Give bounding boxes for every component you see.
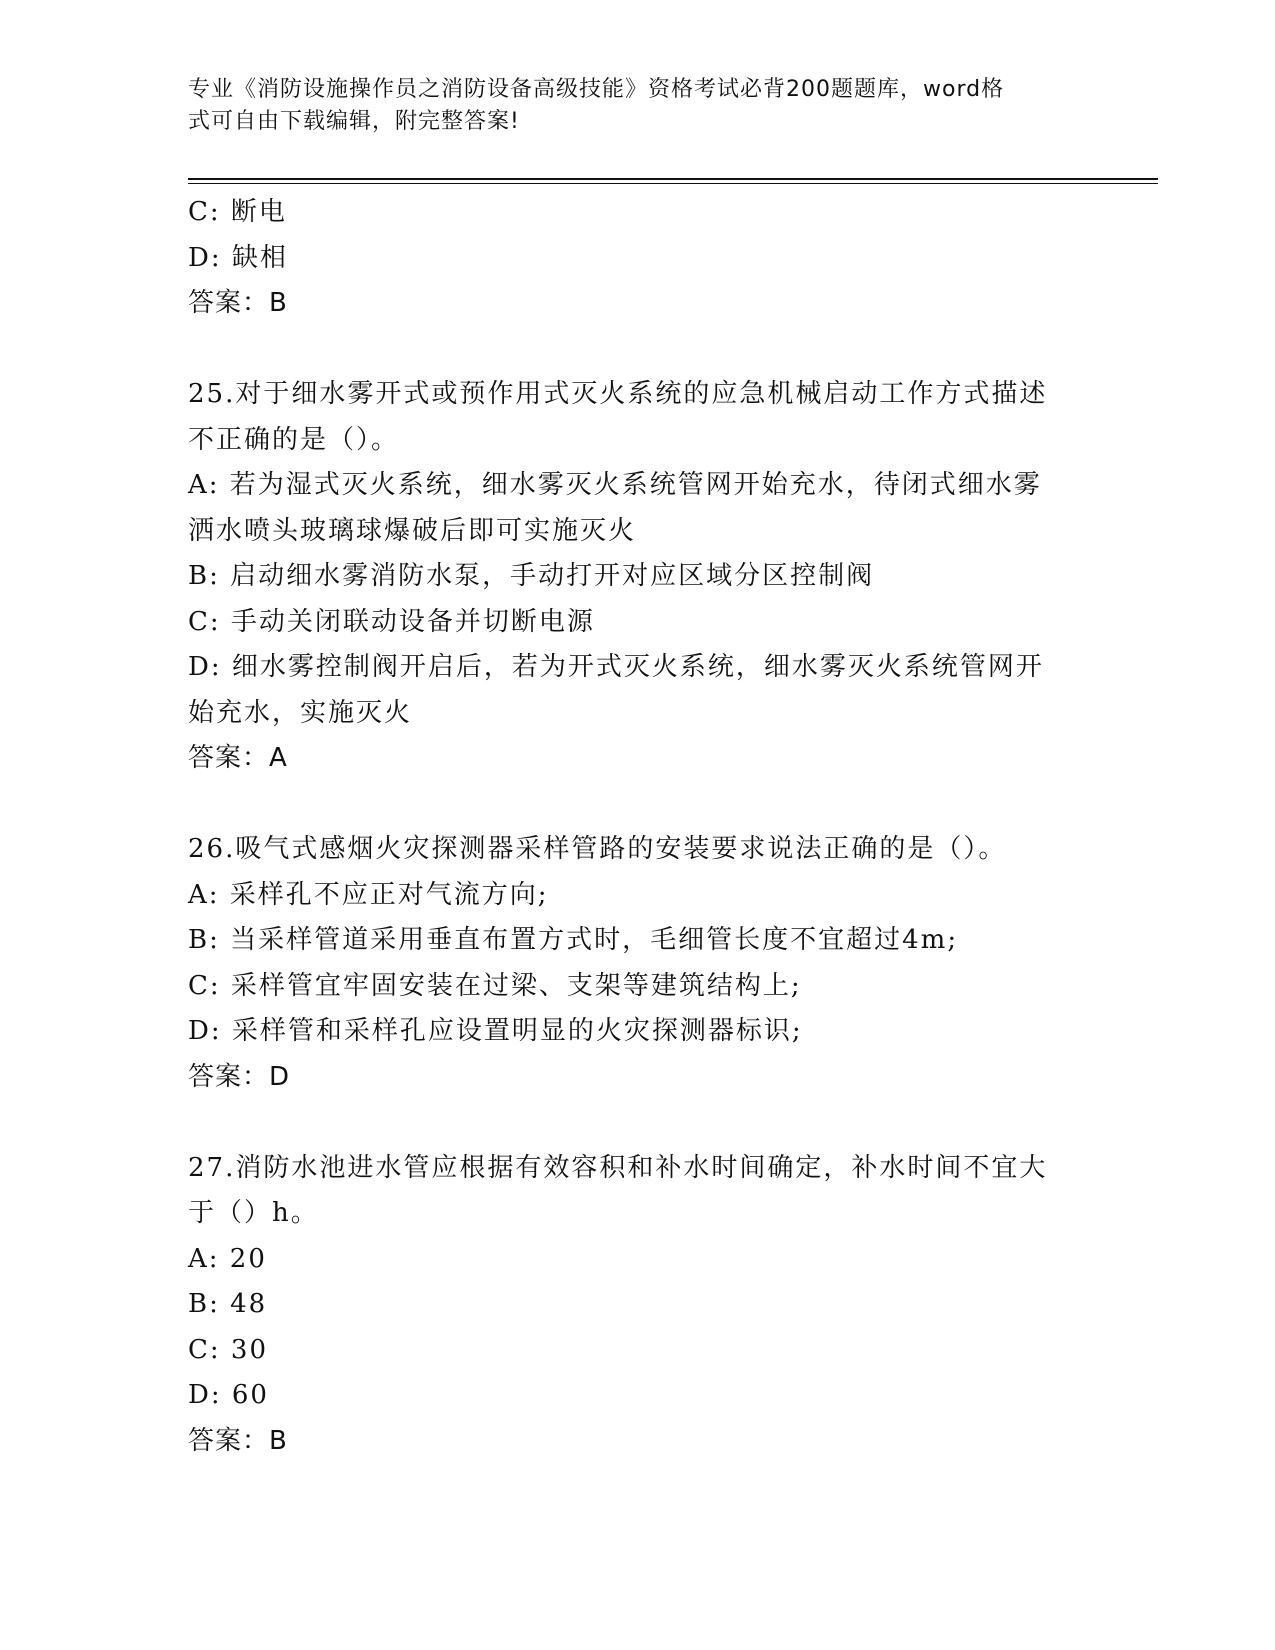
spacer — [188, 782, 1088, 828]
option-d: D: 缺相 — [188, 242, 288, 273]
option-a: A: 采样孔不应正对气流方向; — [188, 879, 549, 910]
question-stem-cont: 于（）h。 — [188, 1198, 319, 1228]
document-header — [188, 74, 1068, 138]
option-d: D: 采样管和采样孔应设置明显的火灾探测器标识; — [188, 1016, 803, 1046]
option-b: B: 启动细水雾消防水泵，手动打开对应区域分区控制阀 — [188, 561, 875, 591]
option-d: D: 60 — [188, 1380, 269, 1410]
answer-line: 答案：B — [188, 288, 288, 318]
option-d: D: 细水雾控制阀开启后，若为开式灭火系统，细水雾灭火系统管网开 — [188, 652, 1044, 682]
option-d-cont: 始充水，实施灭火 — [188, 697, 413, 728]
question-25 — [188, 372, 1088, 782]
answer-line: 答案：D — [188, 1061, 291, 1092]
document-body — [188, 190, 1088, 1464]
header-rule-thick — [188, 178, 1158, 180]
spacer — [188, 327, 1088, 373]
question-stem-cont: 不正确的是（）。 — [188, 424, 400, 455]
option-a: A: 若为湿式灭火系统，细水雾灭火系统管网开始充水，待闭式细水雾 — [188, 470, 1042, 500]
question-24-tail — [188, 190, 1088, 327]
answer-line: 答案：B — [188, 1425, 288, 1456]
question-stem: 25.对于细水雾开式或预作用式灭火系统的应急机械启动工作方式描述 — [188, 379, 1048, 409]
header-line-2: 式可自由下载编辑，附完整答案! — [188, 109, 520, 134]
option-b: B: 当采样管道采用垂直布置方式时，毛细管长度不宜超过4m; — [188, 925, 959, 955]
option-c: C: 采样管宜牢固安装在过梁、支架等建筑结构上; — [188, 970, 802, 1001]
spacer — [188, 1100, 1088, 1146]
option-a: A: 20 — [188, 1243, 267, 1274]
question-26 — [188, 827, 1088, 1100]
question-stem: 26.吸气式感烟火灾探测器采样管路的安装要求说法正确的是（）。 — [188, 834, 1007, 864]
question-27 — [188, 1146, 1088, 1465]
header-line-1: 专业《消防设施操作员之消防设备高级技能》资格考试必背200题题库，word格 — [188, 77, 1005, 102]
option-c: C: 断电 — [188, 197, 287, 227]
header-rule-thin — [188, 183, 1158, 184]
question-stem: 27.消防水池进水管应根据有效容积和补水时间确定，补水时间不宜大 — [188, 1152, 1048, 1183]
answer-line: 答案：A — [188, 743, 288, 773]
option-a-cont: 洒水喷头玻璃球爆破后即可实施灭火 — [188, 515, 637, 546]
option-c: C: 30 — [188, 1334, 269, 1365]
option-b: B: 48 — [188, 1289, 268, 1319]
option-c: C: 手动关闭联动设备并切断电源 — [188, 606, 595, 637]
